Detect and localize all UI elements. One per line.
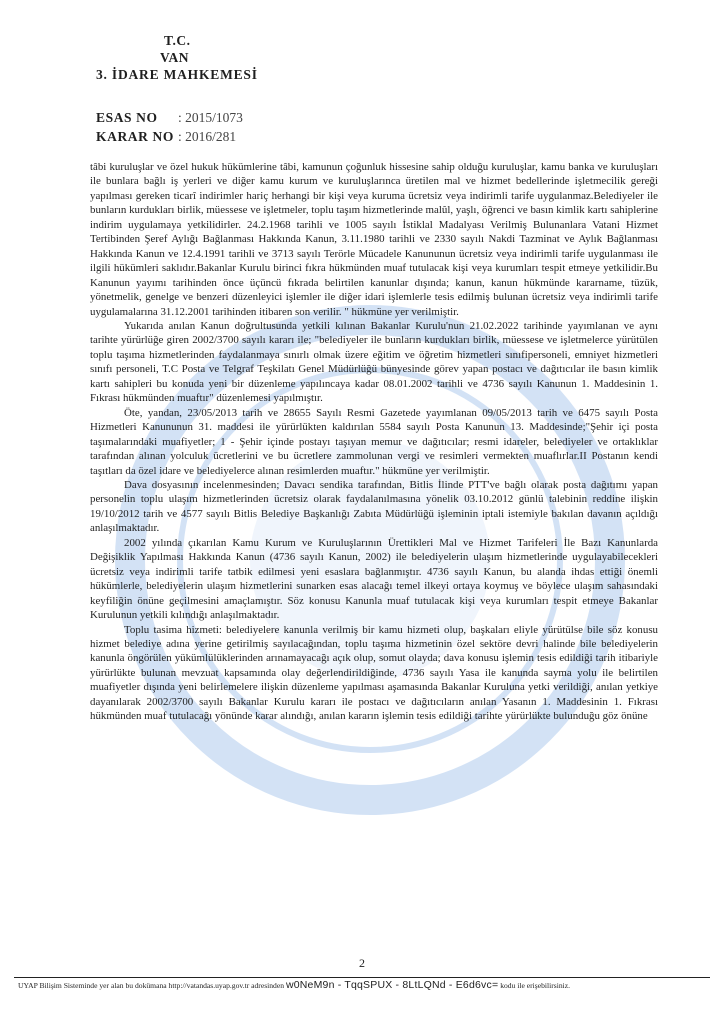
paragraph-5: 2002 yılında çıkarılan Kamu Kurum ve Kuruluşlarının Ürettikleri Mal ve Hizmet Tarifeleri İle Bazı Kanunlarda Değişiklik Yapılması Hakkında Kanun (4736 sayılı Kanun, 2002) ile belediyelerin ulaşım hizmetlerinde uygulayabilecekleri ücretsiz veya indirimli tarife tatbik edilmesi yeni esaslara bağlanmıştır. 4736 sayılı Kanun, bu alanda ihdas ettiği önemli hükümlerle, belediyelerin ulaşım hizmetlerini sunarken esas alacağı temel ilkeyi ortaya koymuş ve böylece ulaşım sahasındaki keyfiliğin önüne geçilmesini amaçlamıştır. Söz konusu Kanunla muaf tutulacak kişi veya kurumları tespit etmeye Bakanlar Kurulunun yetkili kılındığı anlaşılmaktadır. [90,536,658,622]
uyap-footer [18,979,708,991]
esas-value: : 2015/1073 [178,110,243,125]
header-city: VAN [160,50,190,65]
paragraph-3: Öte, yandan, 23/05/2013 tarih ve 28655 Sayılı Resmi Gazetede yayımlanan 09/05/2013 tarih ve 6475 sayılı Posta Hizmetleri Kanununun 31. maddesi ile yürürlükten kaldırılan 5584 sayılı Posta Kanunun 13. Maddesinde;"Şehir içi posta taşımalarındaki muafiyetler; 1 - Şehir içinde postayı taşıyan memur ve dağıtıcılar; resmi idareler, belediyeler ve ortaklıklar tarafından alınan yolculuk ücretlerini ve bu ücretlere zammolunan vergi ve resimleri vermekten muaflırlar.II Postanın kendi taşıtları da özel idare ve belediyelerce alınan resimlerden muaftır." hükmüne yer verilmiştir. [90,406,658,477]
paragraph-2: Yukarıda anılan Kanun doğrultusunda yetkili kılınan Bakanlar Kurulu'nun 21.02.2022 tarihinde yayımlanan ve aynı tarihte yürürlüğe giren 2002/3700 sayılı kararı ile; "belediyeler ile bunların kurdukları birlik, müessese ve işletmelerce yürütülen toplu taşıma hizmetlerinden faydalanmaya sınırlı olmak üzere eğitim ve öğretim hizmetleri sınıfipersoneli, emniyet hizmetleri sınıfı personeli, T.C Posta ve Telgraf Teşkilatı Genel Müdürlüğü bünyesinde görev yapan postacı ve dağıtıcılar ile basın kimlik kartı sahipleri bu konuda yeni bir düzenleme yapılıncaya kadar 08.01.2002 tarihli ve 4736 sayılı Kanunun 1. Maddesinin 1. Fıkrası hükmünden muaftır" düzenlemesi yapılmıştır. [90,319,658,405]
footer-suffix: kodu ile erişebilirsiniz. [500,981,570,990]
page-number: 2 [359,956,365,970]
karar-row [96,129,243,148]
footer-prefix: UYAP Bilişim Sisteminde yer alan bu dokümana http://vatandas.uyap.gov.tr adresinden [18,981,285,990]
footer-divider [14,977,710,978]
paragraph-6: Toplu tasima hizmeti: belediyelere kanunla verilmiş bir kamu hizmeti olup, başkaları eliyle yürütülse bile söz konusu hizmet belediye adına yerine getirilmiş sayılacağından, toplu taşıma hizmetinin özel sektöre devri halinde bile belediyelerin kanunla öngörülen yükümlülüklerinden arınamayacağı açık olup, somut olayda; dava konusu işlemin tesis edildiği tarih itibariyle yürürlükte bulunan mevzuat kapsamında olay değerlendirildiğinde, 4736 sayılı Yasa ile kanunda sayma yolu ile belirtilen muafiyetler dışında yeni belirlemelere ilişkin düzenleme yapılması aşamasında Bakanlar Kuruluna yetki verildiği, anılan yetkiye dayanılarak 2002/3700 sayılı Bakanlar Kurulu kararı ile postacı ve dağıtıcıların anılan Yasanın 1. Maddesinin 1. Fıkrası hükmünden muaf tutulacağı yönünde karar alındığı, anılan kararın işlemin tesis edildiği tarihte yürürlükte bulunduğu göz önüne [90,623,658,723]
esas-label: ESAS NO [96,110,158,125]
decision-body [90,160,658,724]
court-header [96,32,258,83]
karar-value: : 2016/281 [178,129,237,144]
karar-label: KARAR NO [96,129,174,144]
case-info [96,110,243,148]
paragraph-1: tâbi kuruluşlar ve özel hukuk hükümlerine tâbi, kamunun çoğunluk hissesine sahip olduğu kuruluşlar, kamu banka ve kuruluşları ile bunlara bağlı iş yerleri ve diğer kamu kurum ve kuruluşlarınca üretilen mal ve hizmet bedellerinde işletmecilik gereği yapılması gereken ticarî indirimler hariç herhangi bir kişi veya kuruma ücretsiz veya indirimli tarife uygulanmaz.Belediyeler ile bunların kurdukları birlik, müessese ve işletmeler, toplu taşım hizmetlerinde malûl, yaşlı, öğrenci ve basın kimlik kartı sahiplerine indirim uygulamaya yetkilidirler. 24.2.1968 tarihli ve 1005 sayılı İstiklal Madalyası Verilmiş Bulunanlara Vatani Hizmet Tertibinden Şeref Aylığı Bağlanması Hakkında Kanun, 3.11.1980 tarihli ve 2330 sayılı Nakdi Tazminat ve Aylık Bağlanması Hakkında Kanun ve 12.4.1991 tarihli ve 3713 sayılı Terörle Mücadele Kanununun ücretsiz veya indirimli tarife uygulanması ile ilgili hükümleri saklıdır.Bakanlar Kurulu birinci fıkra hükmünden muaf tutulacak kişi veya kurumları tespit etmeye yetkilidir.Bu Kanunun yayımı tarihinden önce üçüncü fıkrada belirtilen kanunlar dışında; kanun, kanun hükmünde kararname, tüzük, yönetmelik, genelge ve benzeri düzenleyici işlemler ile diğer idari işlemlerle tesis edilmiş bulunan ücretsiz veya indirimli tarife uygulamalarına 31.12.2001 tarihinden itibaren son verilir. " hükmüne yer verilmiştir. [90,161,658,318]
header-country: T.C. [164,33,191,48]
paragraph-4: Dava dosyasının incelenmesinden; Davacı sendika tarafından, Bitlis İlinde PTT've bağlı olarak posta dağıtımı yapan personelin toplu ulaşım hizmetlerinden ücretsiz olarak faydalanılmasına yönelik 03.10.2012 günlü talebinin reddine ilişkin 19/10/2012 tarih ve 4577 sayılı Bitlis Belediye Başkanlığı Zabıta Müdürlüğü işleminin iptali istemiyle bakılan davanın açıldığı anlaşılmaktadır. [90,478,658,535]
header-court-name: 3. İDARE MAHKEMESİ [96,67,258,82]
esas-row [96,110,243,129]
footer-access-code: w0NeM9n - TqqSPUX - 8LtLQNd - E6d6vc= [285,979,499,991]
